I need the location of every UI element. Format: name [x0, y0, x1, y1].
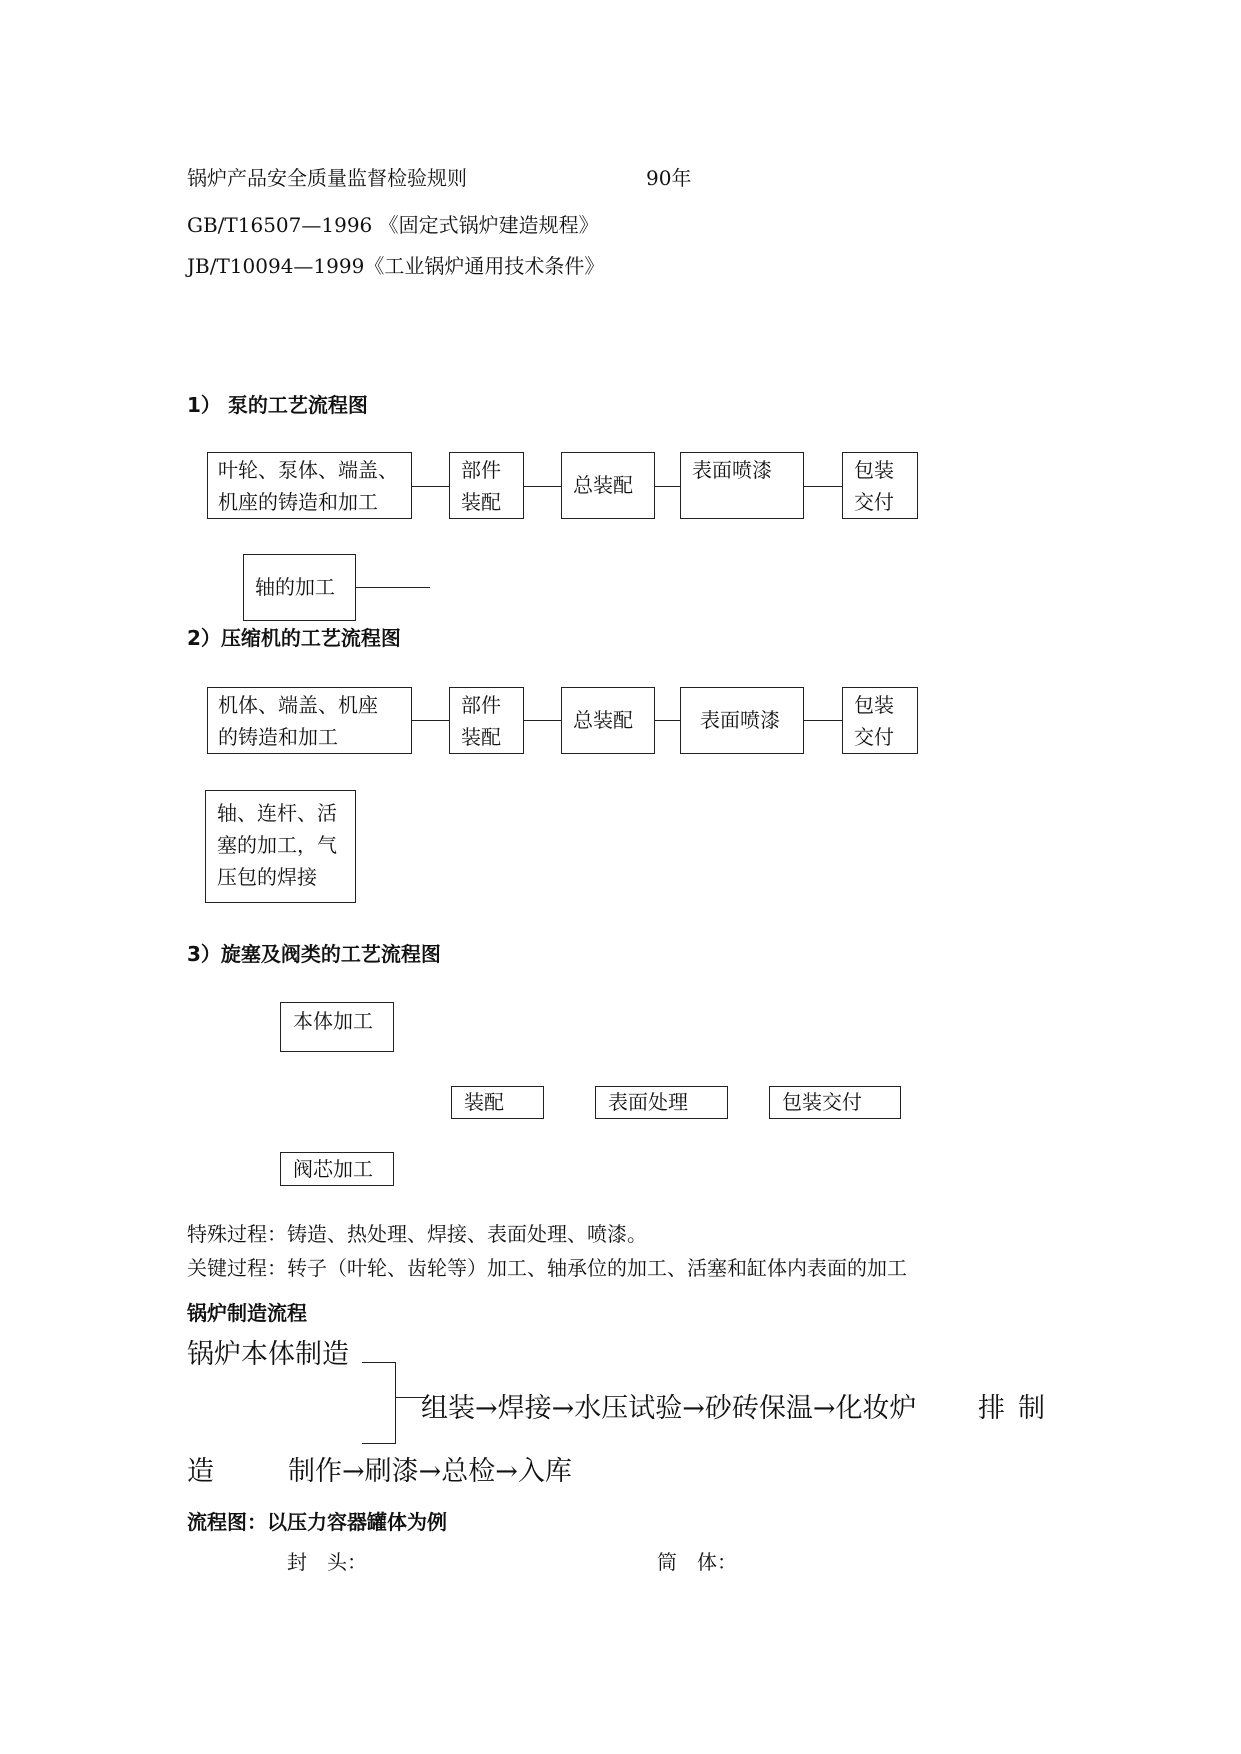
reference-title: 锅炉产品安全质量监督检验规则: [187, 166, 467, 190]
vessel-shell-label: 筒 体：: [657, 1550, 737, 1574]
reference-gb: GB/T16507—1996 《固定式锅炉建造规程》: [187, 213, 599, 237]
box-line: 装配: [464, 1090, 504, 1114]
valve-heading: 3）旋塞及阀类的工艺流程图: [187, 942, 441, 966]
box-line: 的铸造和加工: [218, 725, 338, 749]
pump-part-assembly-box: [449, 452, 524, 519]
pump-heading: 1） 泵的工艺流程图: [187, 393, 368, 417]
box-line: 轴、连杆、活: [217, 801, 337, 825]
boiler-pai: 排: [978, 1393, 1005, 1424]
box-line: 交付: [854, 725, 894, 749]
box-line: 塞的加工，气: [217, 833, 337, 857]
box-line: 包装: [854, 458, 894, 482]
connector: [524, 720, 561, 721]
box-line: 装配: [461, 490, 501, 514]
box-line: 表面喷漆: [700, 708, 780, 732]
box-line: 表面处理: [608, 1090, 688, 1114]
connector: [412, 720, 449, 721]
connector: [804, 720, 842, 721]
box-line: 部件: [461, 693, 501, 717]
box-line: 阀芯加工: [293, 1157, 373, 1181]
compressor-painting-box: [680, 687, 804, 754]
compressor-delivery-box: [842, 687, 918, 754]
box-line: 机座的铸造和加工: [218, 490, 378, 514]
reference-jb: JB/T10094—1999《工业锅炉通用技术条件》: [187, 254, 605, 278]
box-line: 叶轮、泵体、端盖、: [218, 458, 398, 482]
pump-shaft-box: [243, 554, 356, 621]
box-line: 总装配: [573, 473, 633, 497]
box-line: 压包的焊接: [217, 865, 317, 889]
box-line: 包装: [854, 693, 894, 717]
pump-casting-box: [207, 452, 412, 519]
box-line: 交付: [854, 490, 894, 514]
bracket-spine: [395, 1362, 396, 1444]
boiler-sub-flow: 制作→刷漆→总检→入库: [288, 1456, 572, 1487]
boiler-zao: 造: [187, 1456, 214, 1487]
connector: [524, 486, 561, 487]
key-process: 关键过程：转子（叶轮、齿轮等）加工、轴承位的加工、活塞和缸体内表面的加工: [187, 1256, 907, 1280]
connector: [655, 486, 680, 487]
compressor-final-assembly-box: [561, 687, 655, 754]
box-line: 本体加工: [293, 1009, 373, 1033]
valve-delivery-box: [769, 1086, 901, 1119]
reference-year: 90年: [646, 166, 692, 190]
valve-assembly-box: [451, 1086, 544, 1119]
box-line: 轴的加工: [255, 575, 335, 599]
box-line: 机体、端盖、机座: [218, 693, 378, 717]
pump-delivery-box: [842, 452, 918, 519]
compressor-part-assembly-box: [449, 687, 524, 754]
pump-painting-box: [680, 452, 804, 519]
boiler-heading: 锅炉制造流程: [187, 1301, 307, 1325]
bracket-top: [362, 1362, 396, 1363]
box-line: 总装配: [573, 708, 633, 732]
compressor-shaft-box: [205, 790, 356, 903]
boiler-body-manufacture: 锅炉本体制造: [187, 1339, 349, 1370]
box-line: 装配: [461, 725, 501, 749]
box-line: 表面喷漆: [692, 458, 772, 482]
connector: [804, 486, 842, 487]
compressor-casting-box: [207, 687, 412, 754]
boiler-zhi: 制: [1018, 1393, 1045, 1424]
valve-core-box: [280, 1152, 394, 1186]
compressor-heading: 2）压缩机的工艺流程图: [187, 626, 401, 650]
vessel-head-label: 封 头：: [287, 1550, 367, 1574]
connector: [412, 486, 449, 487]
boiler-main-flow: 组装→焊接→水压试验→砂砖保温→化妆炉: [421, 1393, 917, 1424]
valve-surface-box: [595, 1086, 728, 1119]
valve-body-box: [280, 1002, 394, 1052]
connector: [655, 720, 680, 721]
box-line: 部件: [461, 458, 501, 482]
box-line: 包装交付: [782, 1090, 862, 1114]
vessel-heading: 流程图：以压力容器罐体为例: [187, 1510, 447, 1534]
bracket-bottom: [362, 1443, 396, 1444]
connector: [356, 587, 430, 588]
pump-final-assembly-box: [561, 452, 655, 519]
special-process: 特殊过程：铸造、热处理、焊接、表面处理、喷漆。: [187, 1222, 647, 1246]
